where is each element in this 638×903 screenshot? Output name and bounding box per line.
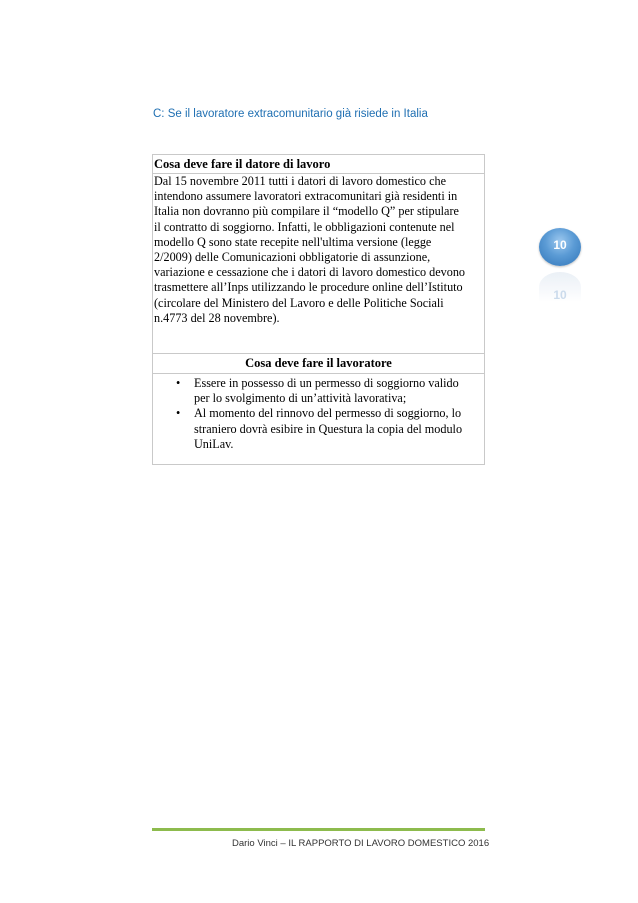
employer-section-body [154, 174, 485, 326]
bullet-item [153, 406, 484, 452]
section-heading: C: Se il lavoratore extracomunitario già risiede in Italia [153, 108, 428, 120]
body-line: n.4773 del 28 novembre). [154, 310, 280, 325]
footer-text: Dario Vinci – IL RAPPORTO DI LAVORO DOMESTICO 2016 [232, 838, 490, 849]
body-line: variazione e cessazione che i datori di lavoro domestico devono [154, 265, 466, 280]
body-line: Dal 15 novembre 2011 tutti i datori di lavoro domestico che [154, 174, 446, 188]
bullet-line: Essere in possesso di un permesso di soggiorno valido [194, 376, 459, 390]
bullet-line: straniero dovrà esibire in Questura la copia del modulo [194, 421, 463, 436]
body-line: trasmettere all’Inps utilizzando le procedure online dell’Istituto [154, 280, 463, 295]
body-line: intendono assumere lavoratori extracomunitari già residenti in [154, 189, 458, 204]
body-line: (circolare del Ministero del Lavoro e delle Politiche Sociali [154, 295, 444, 310]
body-line: Italia non dovranno più compilare il “modello Q” per stipulare [154, 204, 459, 219]
bullet-icon: • [176, 376, 181, 390]
page-number: 10 [553, 238, 567, 252]
body-line: 2/2009) delle Comunicazioni obbligatorie di assunzione, [154, 250, 431, 265]
worker-bullet-list [153, 376, 484, 452]
body-line: modello Q sono state recepite nell'ultima versione (legge [154, 234, 432, 249]
bullet-line: Al momento del rinnovo del permesso di soggiorno, lo [194, 406, 462, 421]
page-number-badge [539, 228, 581, 266]
page-number-reflection [539, 272, 581, 302]
employer-section-title: Cosa deve fare il datore di lavoro [153, 155, 484, 174]
bullet-icon: • [176, 406, 181, 421]
bullet-line: UniLav. [194, 436, 234, 451]
page-number-reflection-text: 10 [553, 288, 567, 302]
bullet-line: per lo svolgimento di un’attività lavorativa; [194, 391, 407, 406]
body-line: il contratto di soggiorno. Infatti, le obbligazioni contenute nel [154, 219, 455, 234]
bullet-item [153, 376, 484, 406]
footer-rule [152, 828, 485, 831]
worker-section-title: Cosa deve fare il lavoratore [153, 353, 484, 374]
info-table [152, 154, 485, 465]
